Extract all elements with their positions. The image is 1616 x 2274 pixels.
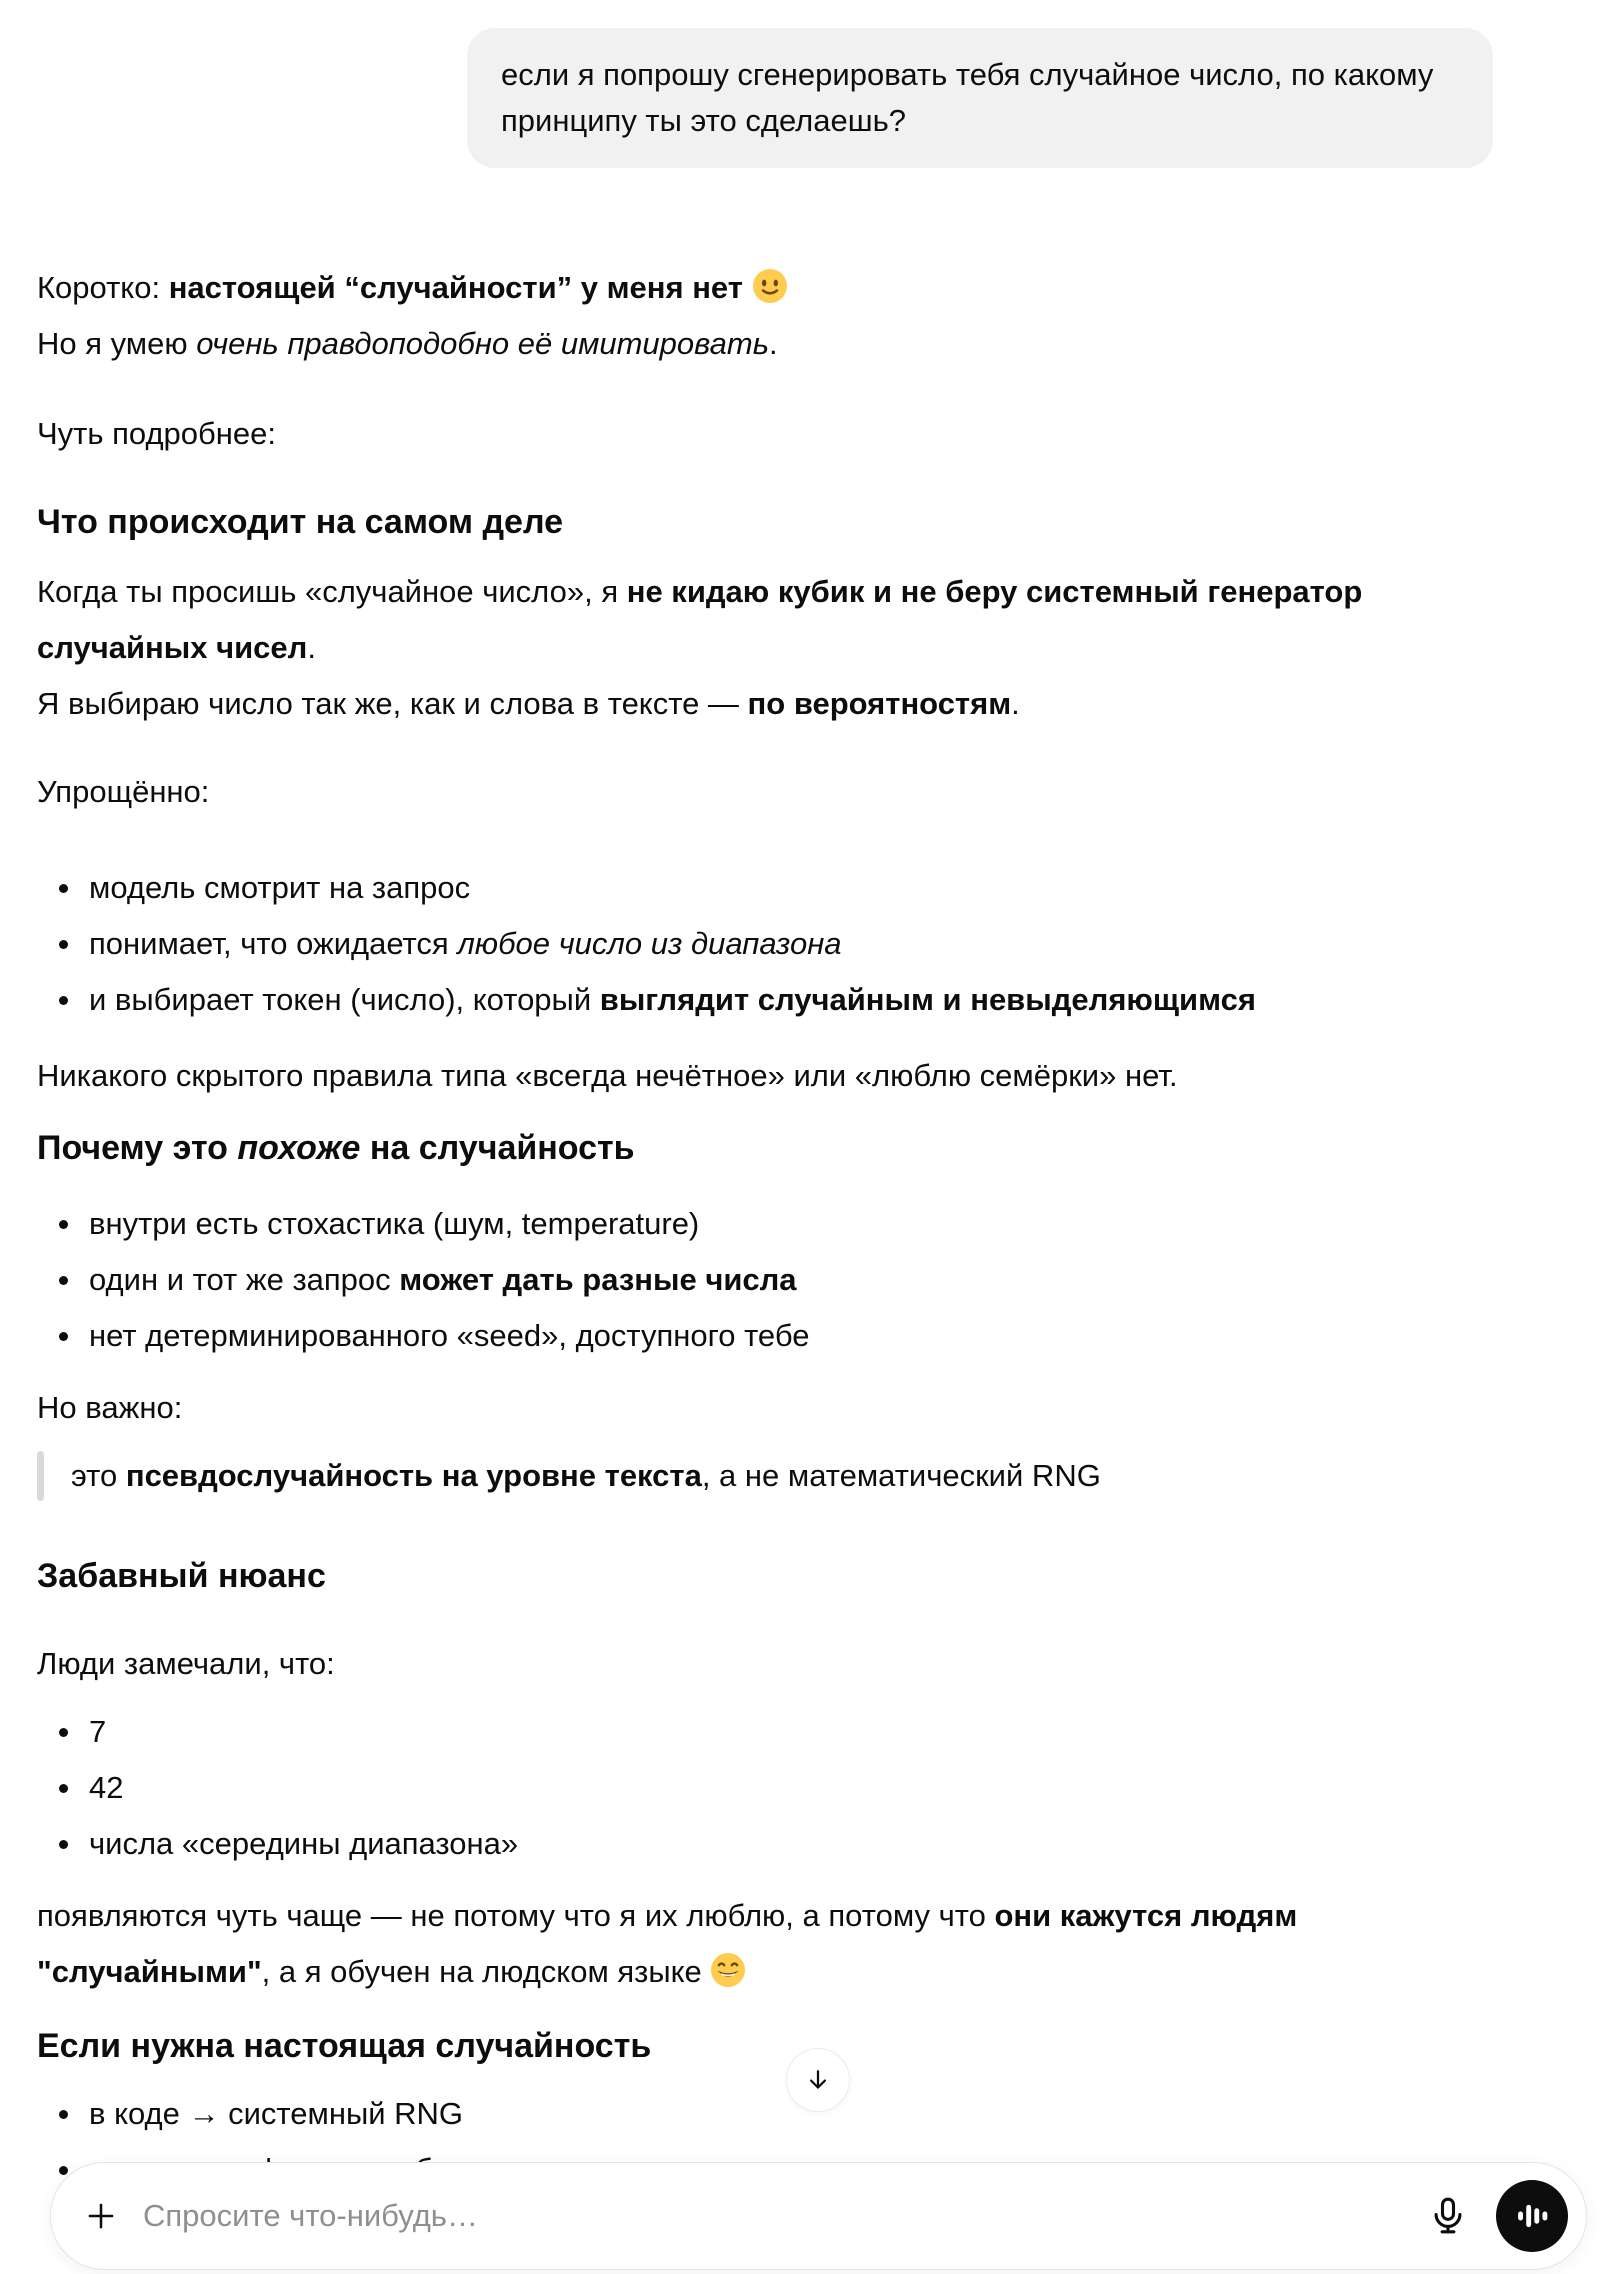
list-item [37, 1816, 1493, 1872]
text-segment: 42 [89, 1770, 124, 1805]
conversation [37, 28, 1493, 2198]
list-item [37, 1308, 1493, 1364]
section-heading [37, 1124, 1493, 1172]
text-segment: , а я обучен на людском языке [261, 1954, 711, 1989]
text-segment: похоже [237, 1129, 361, 1167]
text-segment: выглядит случайным и невыделяющимся [599, 982, 1256, 1017]
text-segment: псевдослучайность на уровне текста [125, 1458, 702, 1493]
text-segment: Коротко: [37, 270, 169, 305]
text-segment: Упрощённо: [37, 774, 210, 809]
paragraph [37, 564, 1493, 732]
text-segment: появляются чуть чаще — не потому что я их люблю, а потому что [37, 1898, 995, 1933]
slightly-smiling-face-emoji [752, 268, 788, 304]
text-segment: Когда ты просишь «случайное число», я [37, 574, 627, 609]
section-heading [37, 498, 1493, 546]
text-segment [743, 270, 752, 305]
paragraph [37, 406, 1493, 462]
text-segment: модель смотрит на запрос [89, 870, 471, 905]
text-segment: может дать разные числа [399, 1262, 797, 1297]
text-segment: один и тот же запрос [89, 1262, 400, 1297]
paragraph [37, 1888, 1493, 2000]
microphone-icon [1426, 2194, 1470, 2238]
text-segment: Если нужна настоящая случайность [37, 2027, 652, 2065]
bullet-list [37, 860, 1493, 1028]
text-segment: Но важно: [37, 1390, 183, 1425]
list-item [37, 1704, 1493, 1760]
text-segment: числа «середины диапазона» [89, 1826, 519, 1861]
bullet-list [37, 1704, 1493, 1872]
blockquote [37, 1448, 1493, 1504]
text-segment: любое число из диапазона [457, 926, 842, 961]
paragraph [37, 764, 1493, 820]
text-segment: Почему это [37, 1129, 238, 1167]
user-message-bubble [467, 28, 1493, 168]
list-item [37, 916, 1493, 972]
text-segment: Никакого скрытого правила типа «всегда нечётное» или «люблю семёрки» нет. [37, 1058, 1178, 1093]
composer-input-bar[interactable] [50, 2162, 1587, 2270]
bullet-list [37, 1196, 1493, 1364]
paragraph [37, 1048, 1493, 1104]
list-item [37, 1760, 1493, 1816]
attach-button[interactable] [73, 2188, 129, 2244]
grinning-face-emoji [710, 1952, 746, 1988]
text-segment: по вероятностям [747, 686, 1012, 721]
text-segment: понимает, что ожидается [89, 926, 458, 961]
text-segment: Забавный нюанс [37, 1557, 326, 1595]
list-item [37, 972, 1493, 1028]
text-segment: очень правдоподобно её имитировать [196, 326, 770, 361]
text-segment: и выбирает токен (число), который [89, 982, 600, 1017]
paragraph [37, 260, 1493, 372]
scroll-to-bottom-button[interactable] [786, 2048, 850, 2112]
text-segment: . [1011, 686, 1020, 721]
list-item [37, 1196, 1493, 1252]
text-segment: Но я умею [37, 326, 197, 361]
text-segment: внутри есть стохастика (шум, temperature) [89, 1206, 700, 1241]
list-item [37, 1252, 1493, 1308]
section-heading [37, 1552, 1493, 1600]
composer-placeholder[interactable]: Спросите что-нибудь… [143, 2198, 478, 2233]
voice-waveform-icon [1512, 2196, 1552, 2236]
plus-icon [82, 2197, 120, 2235]
text-segment: Люди замечали, что: [37, 1646, 335, 1681]
section-heading [37, 2022, 1493, 2070]
paragraph [37, 1380, 1493, 1436]
text-segment: . [769, 326, 778, 361]
text-segment: Что происходит на самом деле [37, 503, 564, 541]
dictate-button[interactable] [1420, 2188, 1476, 2244]
user-message-row [37, 28, 1493, 168]
text-segment: в коде → системный RNG [89, 2096, 464, 2131]
text-segment: нет детерминированного «seed», доступного тебе [89, 1318, 810, 1353]
text-segment: . [307, 630, 316, 665]
text-segment: не кидаю кубик и не беру системный генератор случайных чисел [37, 574, 1363, 665]
text-segment: 7 [89, 1714, 107, 1749]
list-item [37, 2086, 1493, 2142]
text-segment: , а не математический RNG [701, 1458, 1101, 1493]
user-message-text: если я попрошу сгенерировать тебя случайное число, по какому принципу ты это сделаешь? [501, 57, 1434, 138]
text-segment: Чуть подробнее: [37, 416, 277, 451]
text-segment: это [71, 1458, 126, 1493]
paragraph [37, 1636, 1493, 1692]
arrow-down-icon [803, 2065, 833, 2095]
list-item [37, 860, 1493, 916]
text-segment: Я выбираю число так же, как и слова в тексте — [37, 686, 748, 721]
voice-mode-button[interactable] [1496, 2180, 1568, 2252]
text-segment: настоящей “случайности” у меня нет [168, 270, 743, 305]
text-segment: на случайность [360, 1129, 635, 1167]
assistant-message [37, 260, 1493, 2198]
text-segment: они кажутся людям "случайными" [37, 1898, 1298, 1989]
